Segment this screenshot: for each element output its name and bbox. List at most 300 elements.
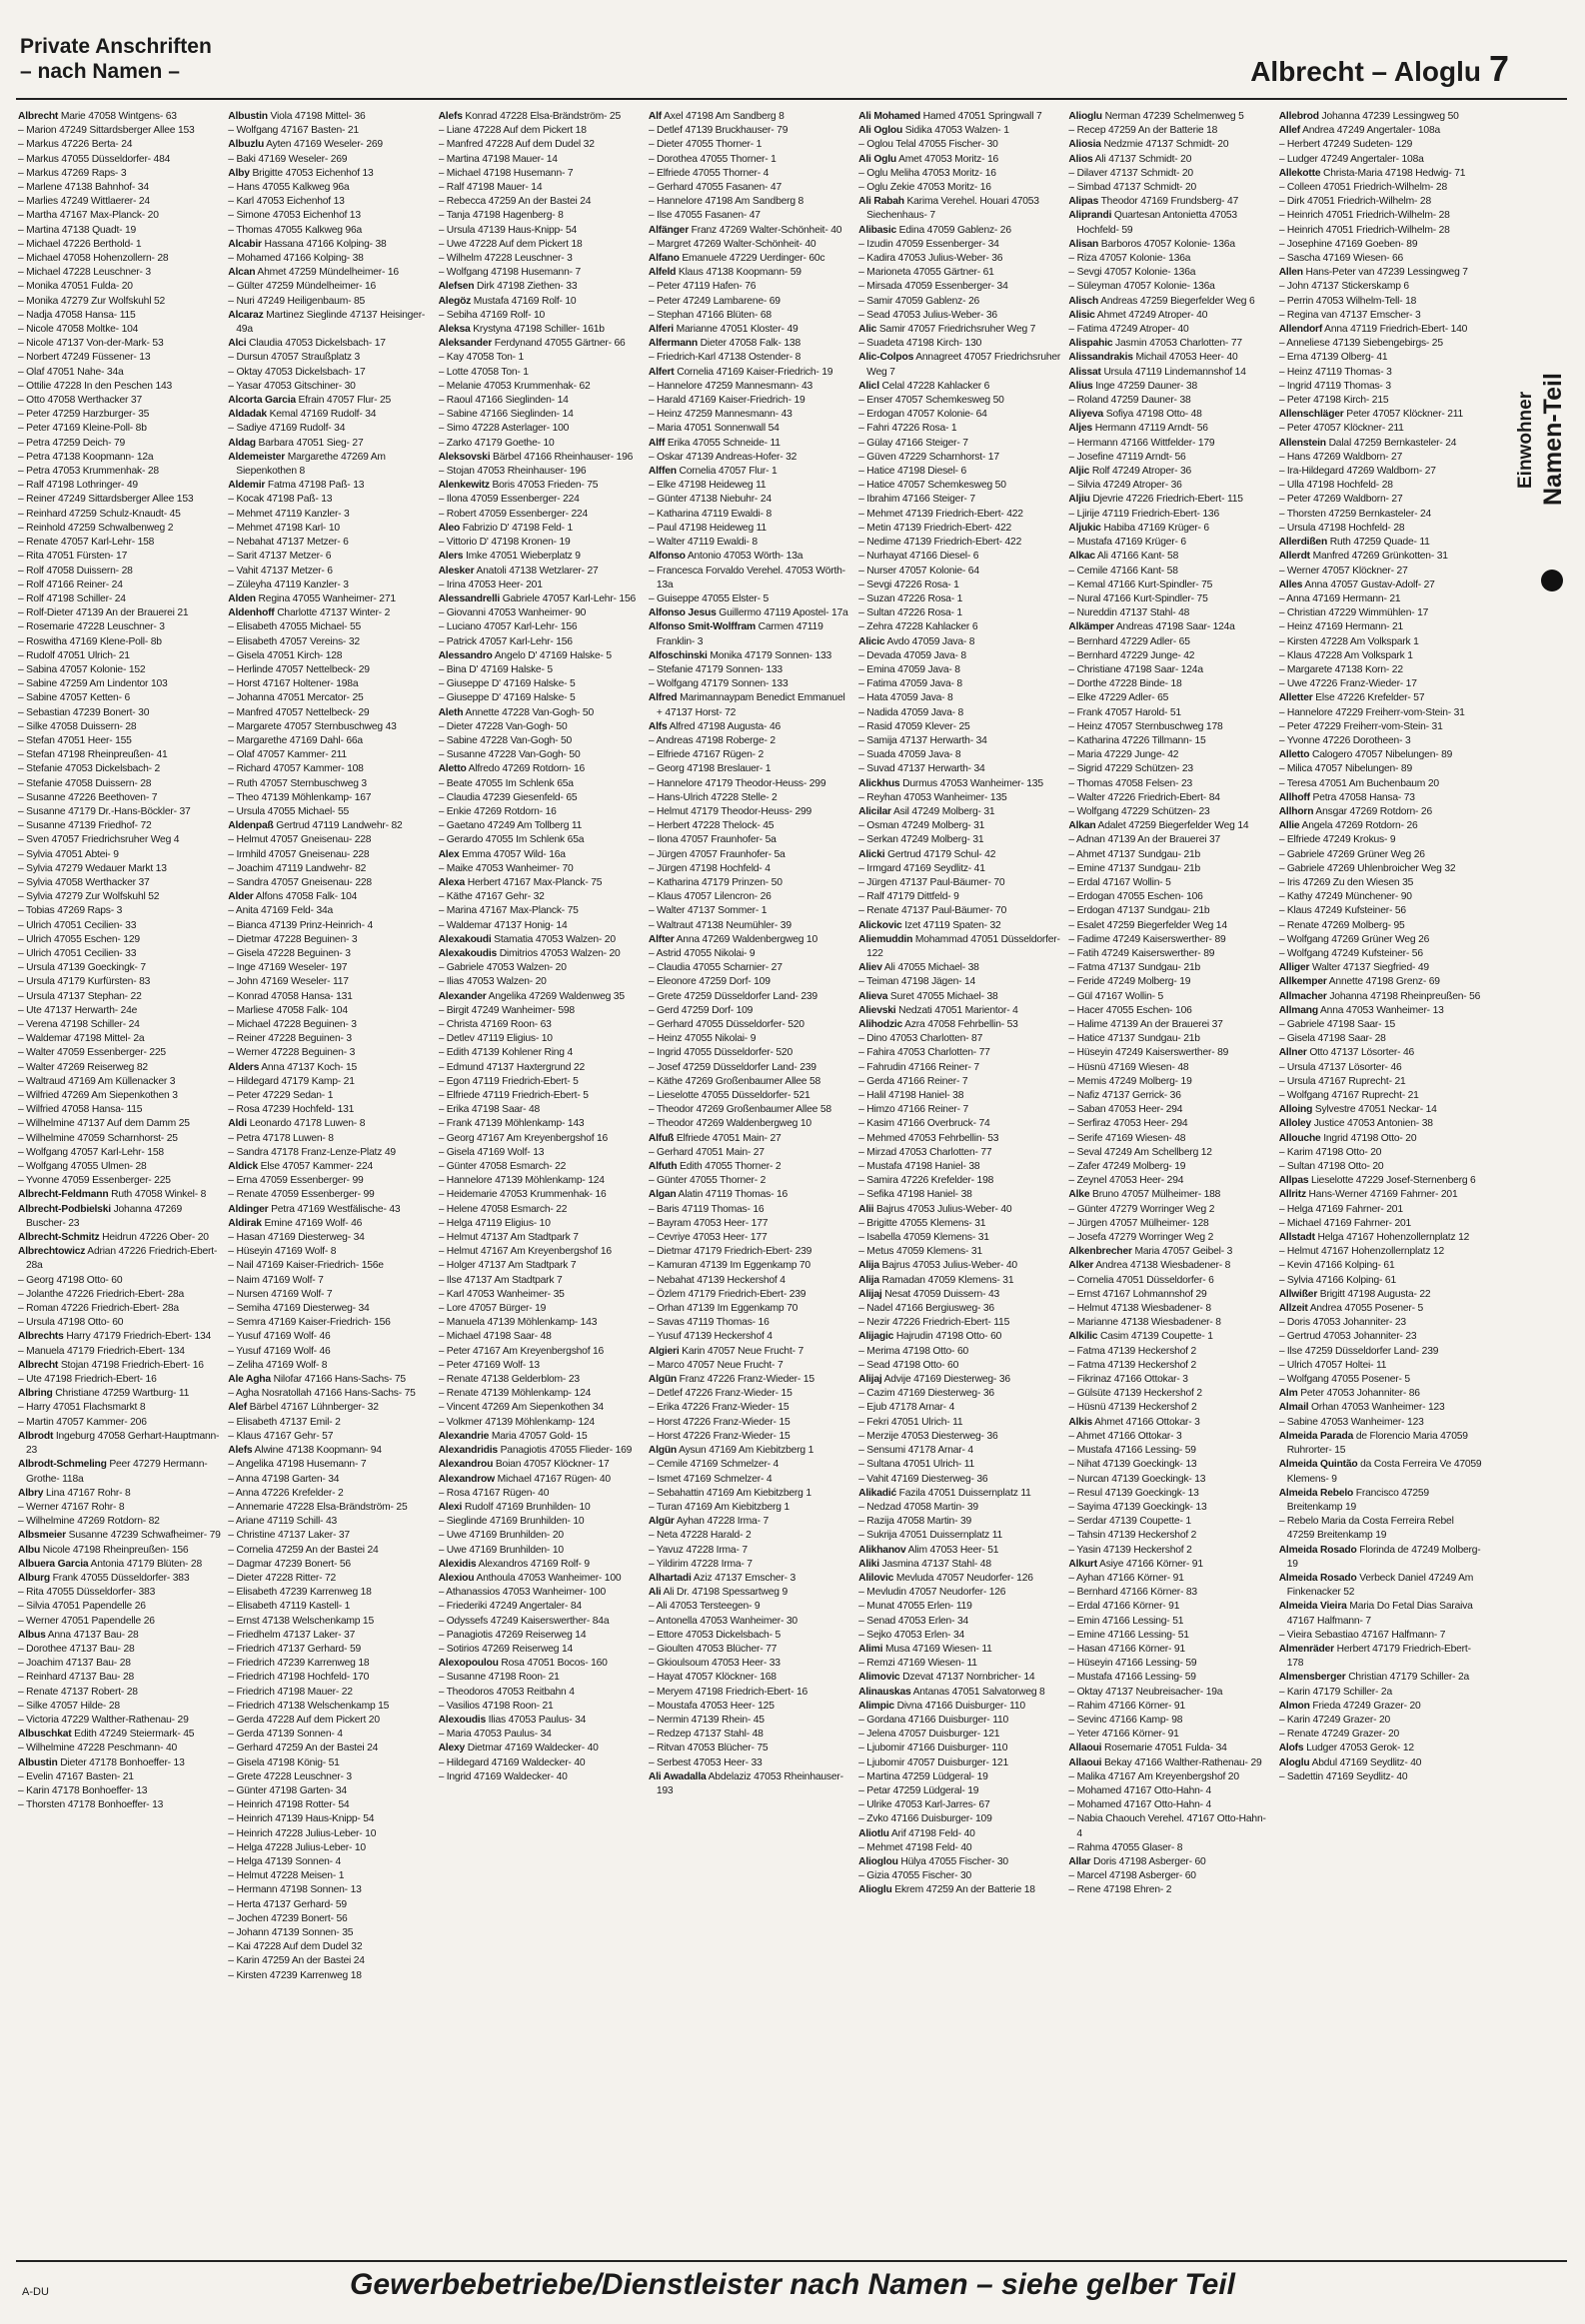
list-item: – Hüseyin 47169 Wolf- 8 [228,1246,337,1258]
list-item: – Meryem 47198 Friedrich-Ebert- 16 [648,1686,808,1698]
list-item: – Markus 47055 Düsseldorfer- 484 [18,153,171,165]
list-item: – Marco 47057 Neue Frucht- 7 [648,1359,784,1371]
list-item: – Mehmet 47139 Friedrich-Ebert- 422 [858,508,1023,520]
list-item: – Mohamed 47167 Otto-Hahn- 4 [1068,1784,1212,1796]
list-item: – Kemal 47166 Kurt-Spindler- 75 [1068,579,1213,590]
list-item: – Ursula 47198 Hochfeld- 28 [1278,522,1405,534]
list-item: – Heinz 47057 Sternbuschweg 178 [1068,720,1223,732]
list-item: – Wolfgang 47179 Sonnen- 133 [648,678,789,690]
list-item: – Hatice 47198 Diesel- 6 [858,466,967,478]
surname: Alcorta Garcia [228,395,296,407]
list-item: – Renate 47137 Paul-Bäumer- 70 [858,905,1007,917]
list-item: – Erdal 47166 Körner- 91 [1068,1601,1180,1613]
surname: Allmacher [1278,990,1327,1002]
surname: Alisic [1068,309,1095,321]
list-item: Aljic Rolf 47249 Atroper- 36 [1068,466,1192,478]
list-item: – Sylvia 47166 Kolping- 61 [1278,1274,1396,1286]
list-item: – Ottilie 47228 In den Peschen 143 [18,380,173,392]
list-item: – Rene 47198 Ehren- 2 [1068,1884,1172,1896]
list-item: – Michael 47228 Leuschner- 3 [18,267,151,279]
list-item: – Harry 47051 Flachsmarkt 8 [18,1402,146,1414]
list-item: – Katharina 47179 Prinzen- 50 [648,876,783,888]
list-item: – Reyhan 47053 Wanheimer- 135 [858,791,1007,803]
list-item: – Dorthe 47228 Binde- 18 [1068,678,1182,690]
surname: Almenräder [1278,1643,1334,1655]
list-item: – Vieira Sebastiao 47167 Halfmann- 7 [1278,1629,1446,1641]
list-item: – Friedrich 47138 Welschenkamp 15 [228,1700,390,1712]
list-item: Aleo Fabrizio D' 47198 Feld- 1 [438,522,574,534]
surname: Albrecht-Feldmann [18,1189,109,1201]
section-title-line1: Private Anschriften [20,35,212,58]
list-item: – Werner 47051 Papendelle 26 [18,1615,155,1627]
list-item: – Sayima 47139 Goeckingk- 13 [1068,1501,1207,1513]
list-item: – Nursen 47169 Wolf- 7 [228,1288,333,1300]
list-item: – Anna 47169 Hermann- 21 [1278,592,1401,604]
list-item: – Tahsin 47139 Heckershof 2 [1068,1530,1197,1542]
surname: Almeida Quintão [1278,1459,1358,1471]
list-item: – Süleyman 47057 Kolonie- 136a [1068,281,1215,293]
list-item: – Ilse 47259 Düsseldorfer Land- 239 [1278,1345,1439,1357]
list-item: – Elfriede 47249 Krokus- 9 [1278,834,1396,846]
list-item: – Fatima 47249 Atroper- 40 [1068,324,1189,336]
list-item: – Peter 47169 Kleine-Poll- 8b [18,423,147,435]
surname: Alfuß [648,1132,675,1144]
surname: Almail [1278,1402,1309,1414]
surname: Algün [648,1374,678,1386]
list-item: – Waldemar 47137 Honig- 14 [438,919,568,931]
list-item: – Jolanthe 47226 Friedrich-Ebert- 28a [18,1288,185,1300]
surname: Almeida Rosado [1278,1544,1357,1556]
list-item: Alci Claudia 47053 Dickelsbach- 17 [228,338,386,350]
list-item: Aliprandi Quartesan Antonietta 47053 Hochfeld- 59 [1068,210,1237,236]
list-item: – Peter 47057 Klöckner- 211 [1278,423,1404,435]
list-item: – Frank 47139 Möhlenkamp- 143 [438,1118,585,1130]
list-item: – Enkie 47269 Rotdorn- 16 [438,805,557,817]
list-item: – Renate 47137 Robert- 28 [18,1686,138,1698]
section-tab-line2: Namen-Teil [1539,373,1567,507]
list-item: Allen Hans-Peter van 47239 Lessingweg 7 [1278,267,1468,279]
list-item: – Otto 47058 Werthacker 37 [18,395,142,407]
list-item: – Yusuf 47169 Wolf- 46 [228,1345,331,1357]
list-item: – Petra 47259 Deich- 79 [18,437,126,449]
list-item: – Peter 47229 Freiherr-vom-Stein- 31 [1278,720,1443,732]
list-item: – Marianne 47138 Wiesbadener- 8 [1068,1317,1221,1329]
list-item: Alessandro Angelo D' 47169 Halske- 5 [438,649,612,661]
list-item: Almail Orhan 47053 Wanheimer- 123 [1278,1402,1445,1414]
list-item: Aliki Jasmina 47137 Stahl- 48 [858,1558,991,1570]
list-item: – Friedrich 47198 Hochfeld- 170 [228,1672,370,1684]
list-item: Alexandrow Michael 47167 Rügen- 40 [438,1473,611,1485]
list-item: – Ulrich 47055 Eschen- 129 [18,933,140,945]
list-item: – Gerhard 47259 An der Bastei 24 [228,1743,379,1754]
list-item: – Bayram 47053 Heer- 177 [648,1217,769,1229]
surname: Alessandro [438,649,493,661]
surname: Aldenpaß [228,820,274,832]
list-item: – Hannelore 47259 Mannesmann- 43 [648,380,813,392]
list-item: – Wolfgang 47269 Grüner Weg 26 [1278,933,1430,945]
list-item: – Marioneta 47055 Gärtner- 61 [858,267,994,279]
list-item: Aljiu Djevrie 47226 Friedrich-Ebert- 115 [1068,494,1243,506]
list-item: – Wilhelmine 47269 Rotdorn- 82 [18,1516,160,1528]
list-item: – Beate 47055 Im Schlenk 65a [438,777,574,789]
list-item: Allmang Anna 47053 Wanheimer- 13 [1278,1004,1444,1016]
list-item: – Marlene 47138 Bahnhof- 34 [18,182,149,194]
listing-column-6 [1068,110,1272,2248]
list-item: – Astrid 47055 Nikolai- 9 [648,947,756,959]
list-item: – Ursula 47139 Haus-Knipp- 54 [438,224,578,236]
surname: Alessandrelli [438,592,501,604]
list-item: – Ljubomir 47057 Duisburger- 121 [858,1756,1008,1768]
list-item: Alden Regina 47055 Wanheimer- 271 [228,592,396,604]
list-item: Allef Andrea 47249 Angertaler- 108a [1278,125,1441,137]
list-item: Albustin Dieter 47178 Bonhoeffer- 13 [18,1756,185,1768]
list-item: Alickhus Durmus 47053 Wanheimer- 135 [858,777,1043,789]
list-item: Alioglu Nerman 47239 Schelmenweg 5 [1068,111,1244,122]
surname: Alfoschinski [648,649,708,661]
list-item: Aleksa Krystyna 47198 Schiller- 161b [438,324,605,336]
surname: Alinauskas [858,1686,911,1698]
surname: Alexidis [438,1558,477,1570]
surname: Aleth [438,706,464,718]
list-item: – Elisabeth 47137 Emil- 2 [228,1416,341,1428]
list-item: – Ulrich 47051 Cecilien- 33 [18,947,137,959]
list-item: – Elisabeth 47057 Vereins- 32 [228,635,360,647]
list-item: – Petra 47138 Koopmann- 12a [18,451,154,463]
list-item: – Sabine 47057 Ketten- 6 [18,692,130,704]
list-item: – Ingrid 47119 Thomas- 3 [1278,380,1391,392]
surname: Alcabir [228,238,262,250]
list-item: – Mirsada 47059 Essenberger- 34 [858,281,1008,293]
list-item: – Gerhard 47055 Fasanen- 47 [648,182,782,194]
surname: Alkac [1068,551,1095,563]
list-item: – Ingrid 47055 Düsseldorfer- 520 [648,1047,792,1059]
list-item: – Walter 47119 Ewaldi- 8 [648,537,758,549]
list-item: – Eleonore 47259 Dorf- 109 [648,976,771,988]
list-item: – Samir 47059 Gablenz- 26 [858,295,980,307]
list-item: – Naim 47169 Wolf- 7 [228,1274,324,1286]
list-item: – Yasin 47139 Heckershof 2 [1068,1544,1192,1556]
list-item: Alissandrakis Michail 47053 Heer- 40 [1068,352,1238,364]
list-item: – Friedrich-Karl 47138 Ostender- 8 [648,352,801,364]
list-item: – Evelin 47167 Basten- 21 [18,1770,134,1782]
list-item: – Kirsten 47228 Am Volkspark 1 [1278,635,1419,647]
list-item: Aldick Else 47057 Kammer- 224 [228,1161,374,1173]
list-item: – Sabine 47259 Am Lindentor 103 [18,678,168,690]
list-item: Alexoudis Ilias 47053 Paulus- 34 [438,1714,587,1726]
list-item: – Gabriele 47269 Uhlenbroicher Weg 32 [1278,862,1456,874]
list-item: – Serkan 47249 Molberg- 31 [858,834,984,846]
list-item: – Serbest 47053 Heer- 33 [648,1756,763,1768]
list-item: – Maria 47229 Junge- 42 [1068,749,1179,761]
list-item: – Fahrudin 47166 Reiner- 7 [858,1061,979,1073]
surname: Alickhus [858,777,900,789]
surname: Alferi [648,324,674,336]
list-item: Alby Brigitte 47053 Eichenhof 13 [228,167,374,179]
list-item: – Zafer 47249 Molberg- 19 [1068,1161,1186,1173]
listing-column-7 [1279,110,1483,2248]
list-item: – Stojan 47053 Rheinhauser- 196 [438,466,587,478]
surname: Alexakoudi [438,933,492,945]
surname: Alievski [858,1004,896,1016]
list-item: Allpas Lieselotte 47229 Josef-Sternenberg 6 [1278,1175,1476,1187]
list-item: – Gül 47167 Wollin- 5 [1068,990,1164,1002]
list-item: – Kasim 47166 Overbruck- 74 [858,1118,990,1130]
list-item: Allenschläger Peter 47057 Klöckner- 211 [1278,409,1464,421]
list-item: – Theodor 47269 Waldenbergweg 10 [648,1118,811,1130]
list-item: Allkemper Annette 47198 Grenz- 69 [1278,976,1440,988]
surname: Almensberger [1278,1672,1346,1684]
list-item: – Cornelia 47259 An der Bastei 24 [228,1544,379,1556]
list-item: – Erdogan 47055 Eschen- 106 [1068,891,1203,903]
list-item: – Peter 47167 Am Kreyenbergshof 16 [438,1345,605,1357]
surname: Alisch [1068,295,1099,307]
list-item: – Heinrich 47228 Julius-Leber- 10 [228,1827,377,1839]
list-item: Ali Oglou Sidika 47053 Walzen- 1 [858,125,1009,137]
surname: Alfano [648,253,680,265]
list-item: – Horst 47167 Holtener- 198a [228,678,359,690]
list-item: – Karl 47053 Wanheimer- 35 [438,1288,565,1300]
list-item: Alesker Anatoli 47138 Wetzlarer- 27 [438,565,599,577]
list-item: – Ettore 47053 Dickelsbach- 5 [648,1629,781,1641]
list-item: – Zeynel 47053 Heer- 294 [1068,1175,1184,1187]
list-item: – Colleen 47051 Friedrich-Wilhelm- 28 [1278,182,1447,194]
surname: Alexandrou [438,1459,494,1471]
surname: Alexopoulou [438,1658,499,1670]
list-item: – Wilfried 47269 Am Siepenkothen 3 [18,1090,178,1102]
surname: Aliyeva [1068,409,1104,421]
list-item: – Remzi 47169 Wiesen- 11 [858,1658,977,1670]
list-item: – Ljirije 47119 Friedrich-Ebert- 136 [1068,508,1219,520]
list-item: – Ernst 47167 Lohmannshof 29 [1068,1288,1207,1300]
list-item: – Joachim 47137 Bau- 28 [18,1658,131,1670]
list-item: Allebrod Johanna 47239 Lessingweg 50 [1278,111,1459,122]
surname: Albrecht-Podbielski [18,1203,111,1215]
list-item: – Hatice 47137 Sundgau- 21b [1068,1033,1200,1045]
list-item: – Mirzad 47053 Charlotten- 77 [858,1146,992,1158]
list-item: – Dietmar 47228 Beguinen- 3 [228,933,358,945]
list-item: – Ilse 47055 Fasanen- 47 [648,210,761,222]
list-item: – Michael 47226 Berthold- 1 [18,238,142,250]
list-item: – Anna 47226 Krefelder- 2 [228,1487,344,1499]
list-item: Alloley Justice 47053 Antonien- 38 [1278,1118,1433,1130]
surname: Alihodzic [858,1019,903,1030]
list-item: – Kocak 47198 Paß- 13 [228,494,333,506]
surname: Algan [648,1189,677,1201]
list-item: Alija Ramadan 47059 Klemens- 31 [858,1274,1014,1286]
list-item: – Oktay 47137 Neubreisacher- 19a [1068,1686,1223,1698]
list-item: – Ilona 47057 Fraunhofer- 5a [648,834,777,846]
surname: Allendorf [1278,324,1323,336]
list-item: – Stefanie 47058 Duissern- 28 [18,777,152,789]
list-item: Aldi Leonardo 47178 Luwen- 8 [228,1118,366,1130]
surname: Allen [1278,267,1303,279]
list-item: Alfert Cornelia 47169 Kaiser-Friedrich- 19 [648,366,833,378]
list-item: – Ali 47053 Tersteegen- 9 [648,1601,761,1613]
list-item: – Iris 47269 Zu den Wiesen 35 [1278,876,1414,888]
surname: Aliev [858,962,882,974]
list-item: – Mevludin 47057 Neudorfer- 126 [858,1587,1006,1599]
list-item: Allekotte Christa-Maria 47198 Hedwig- 71 [1278,167,1466,179]
list-item: Albrecht Stojan 47198 Friedrich-Ebert- 16 [18,1359,204,1371]
list-item: Alexidis Alexandros 47169 Rolf- 9 [438,1558,590,1570]
list-item: – Günter 47138 Niebuhr- 24 [648,494,772,506]
list-item: – Giuseppe D' 47169 Halske- 5 [438,692,576,704]
surname: Alimi [858,1643,883,1655]
list-item: Albuera Garcia Antonia 47179 Blüten- 28 [18,1558,202,1570]
list-item: – Lotte 47058 Ton- 1 [438,366,529,378]
list-item: – Samira 47226 Krefelder- 198 [858,1175,994,1187]
list-item: – Ursula 47137 Lösorter- 46 [1278,1061,1402,1073]
surname: Alius [1068,380,1093,392]
surname: Alfermann [648,338,698,350]
list-item: Alletto Calogero 47057 Nibelungen- 89 [1278,749,1453,761]
list-item: – Nadja 47058 Hansa- 115 [18,309,136,321]
list-item: – Mustafa 47166 Lessing- 59 [1068,1672,1196,1684]
surname: Ali Oglu [858,153,896,165]
surname: Allebrod [1278,111,1319,122]
list-item: – Elke 47198 Heideweg 11 [648,480,767,492]
list-item: – Grete 47228 Leuschner- 3 [228,1770,352,1782]
list-item: – Elisabeth 47239 Karrenweg 18 [228,1587,372,1599]
list-item: – Turan 47169 Am Kiebitzberg 1 [648,1501,790,1513]
list-item: – Michael 47198 Husemann- 7 [438,167,574,179]
list-item: – Walter 47137 Sommer- 1 [648,905,768,917]
list-item: – Gaetano 47249 Am Tollberg 11 [438,820,583,832]
list-item: – Wilhelmine 47059 Scharnhorst- 25 [18,1132,178,1144]
list-item: – Silvia 47051 Papendelle 26 [18,1601,146,1613]
list-item: – Serdar 47139 Coupette- 1 [1068,1516,1191,1528]
list-item: – Dieter 47055 Thorner- 1 [648,139,763,151]
list-item: – Vahit 47137 Metzer- 6 [228,565,333,577]
list-item: – Karin 47249 Grazer- 20 [1278,1714,1391,1726]
list-item: – Zvko 47166 Duisburger- 109 [858,1813,992,1825]
list-item: – Michael 47169 Fahrner- 201 [1278,1217,1412,1229]
list-item: – Markus 47269 Raps- 3 [18,167,127,179]
list-item: Algieri Karin 47057 Neue Frucht- 7 [648,1345,804,1357]
list-item: – Margarete 47057 Sternbuschweg 43 [228,720,397,732]
list-item: – Silke 47058 Duissern- 28 [18,720,137,732]
list-item: Alexandridis Panagiotis 47055 Flieder- 169 [438,1445,633,1457]
list-item: – Hans-Ulrich 47228 Stelle- 2 [648,791,778,803]
list-item: Albus Anna 47137 Bau- 28 [18,1629,139,1641]
list-item: – Ralf 47179 Dittfeld- 9 [858,891,959,903]
list-item: Alfermann Dieter 47058 Falk- 138 [648,338,800,350]
list-item: – Saban 47053 Heer- 294 [1068,1104,1183,1116]
list-item: – Gabriele 47053 Walzen- 20 [438,962,567,974]
list-item: – Yeter 47166 Körner- 91 [1068,1729,1179,1741]
list-item: – Hasan 47169 Diesterweg- 34 [228,1232,365,1244]
list-item: – Hatice 47057 Schemkesweg 50 [858,480,1006,492]
list-item: – Thomas 47055 Kalkweg 96a [228,224,362,236]
list-item: – Ahmet 47166 Ottokar- 3 [1068,1430,1182,1442]
surname: Albuera Garcia [18,1558,89,1570]
list-item: Algün Aysun 47169 Am Kiebitzberg 1 [648,1445,814,1457]
list-item: – Ingrid 47169 Waldecker- 40 [438,1770,568,1782]
surname: Alexandrie [438,1430,490,1442]
surname: Aldemeister [228,451,286,463]
list-item: – Jelena 47057 Duisburger- 121 [858,1729,1000,1741]
list-item: – Erna 47139 Olberg- 41 [1278,352,1388,364]
list-item: – Gerhard 47051 Main- 27 [648,1146,765,1158]
list-item: – Wilhelmine 47137 Auf dem Damm 25 [18,1118,190,1130]
list-item: – Helmut 47057 Gneisenau- 228 [228,834,372,846]
surname: Alexandridis [438,1445,498,1457]
list-item: – Heinz 47259 Mannesmann- 43 [648,409,792,421]
list-item: – Izudin 47059 Essenberger- 34 [858,238,999,250]
section-bullet-icon [1541,570,1563,591]
list-item: Alijaj Nesat 47059 Duissern- 43 [858,1288,1000,1300]
list-item: – Reiner 47228 Beguinen- 3 [228,1033,352,1045]
surname: Alii [858,1203,874,1215]
list-item: – Waltraud 47169 Am Küllenacker 3 [18,1075,176,1087]
list-item: – Katharina 47119 Ewaldi- 8 [648,508,773,520]
surname: Aleksander [438,338,493,350]
list-item: Almeida Vieira Maria Do Fetal Dias Saraiva 47167 Halfmann- 7 [1278,1601,1473,1627]
list-item: – Sylvia 47279 Zur Wolfskuhl 52 [18,891,160,903]
list-item: – Herbert 47228 Thelock- 45 [648,820,775,832]
list-item: – Sabine 47228 Van-Gogh- 50 [438,734,573,746]
list-item: – Seval 47249 Am Schellberg 12 [1068,1146,1212,1158]
list-item: Aliev Ali 47055 Michael- 38 [858,962,979,974]
list-item: Almeida Parada de Florencio Maria 47059 Ruhrorter- 15 [1278,1430,1468,1457]
list-item: Alhartadi Aziz 47137 Emscher- 3 [648,1572,796,1584]
list-item: – Ibrahim 47166 Steiger- 7 [858,494,975,506]
list-item: Aldag Barbara 47051 Sieg- 27 [228,437,364,449]
list-item: – Friedrich 47137 Gerhard- 59 [228,1643,361,1655]
list-item: – Simo 47228 Asterlager- 100 [438,423,570,435]
surname: Alispahic [1068,338,1113,350]
surname: Alden [228,592,256,604]
list-item: Alfter Anna 47269 Waldenbergweg 10 [648,933,817,945]
surname: Alicilar [858,805,891,817]
list-item: Allie Angela 47269 Rotdorn- 26 [1278,820,1418,832]
list-item: – Sadettin 47169 Seydlitz- 40 [1278,1770,1408,1782]
list-item: – Oglu Zekie 47053 Moritz- 16 [858,182,991,194]
surname: Ali Mohamed [858,111,920,122]
list-item: – Mehmet 47198 Karl- 10 [228,522,340,534]
list-item: – Elfriede 47167 Rügen- 2 [648,749,765,761]
list-item: – Ursula 47198 Otto- 60 [18,1317,124,1329]
list-item: – Klaus 47057 Lilencron- 26 [648,891,772,903]
list-item: Aldirak Emine 47169 Wolf- 46 [228,1217,363,1229]
list-item: – Gülay 47166 Steiger- 7 [858,437,968,449]
list-item: – Sabine 47166 Sieglinden- 14 [438,409,574,421]
list-item: – Erdal 47167 Wollin- 5 [1068,876,1171,888]
list-item: – Klaus 47228 Am Volkspark 1 [1278,649,1413,661]
list-item: – Halime 47139 An der Brauerei 37 [1068,1019,1223,1030]
list-item: Aleksander Ferdynand 47055 Gärtner- 66 [438,338,626,350]
list-item: Aldinger Petra 47169 Westfälische- 43 [228,1203,401,1215]
list-item: – Yildirim 47228 Irma- 7 [648,1558,753,1570]
surname: Alder [228,891,254,903]
list-item: – Kay 47058 Ton- 1 [438,352,525,364]
list-item: – Uwe 47169 Brunhilden- 20 [438,1530,564,1542]
surname: Aliki [858,1558,879,1570]
list-item: – Verena 47198 Schiller- 24 [18,1019,140,1030]
list-item: – Oskar 47139 Andreas-Hofer- 32 [648,451,797,463]
surname: Alke [1068,1189,1090,1201]
list-item: Allritz Hans-Werner 47169 Fahrner- 201 [1278,1189,1458,1201]
list-item: Alicl Celal 47228 Kahlacker 6 [858,380,990,392]
list-item: Aleth Annette 47228 Van-Gogh- 50 [438,706,594,718]
list-item: – Paul 47198 Heideweg 11 [648,522,767,534]
list-item: – Maria 47053 Paulus- 34 [438,1729,552,1741]
list-item: – Ljubomir 47166 Duisburger- 110 [858,1743,1008,1754]
list-item: – Elisabeth 47055 Michael- 55 [228,621,362,633]
list-item: – Josefine 47119 Arndt- 56 [1068,451,1186,463]
list-item: – Mohamed 47166 Kolping- 38 [228,253,364,265]
list-item: – Athanassios 47053 Wanheimer- 100 [438,1587,606,1599]
